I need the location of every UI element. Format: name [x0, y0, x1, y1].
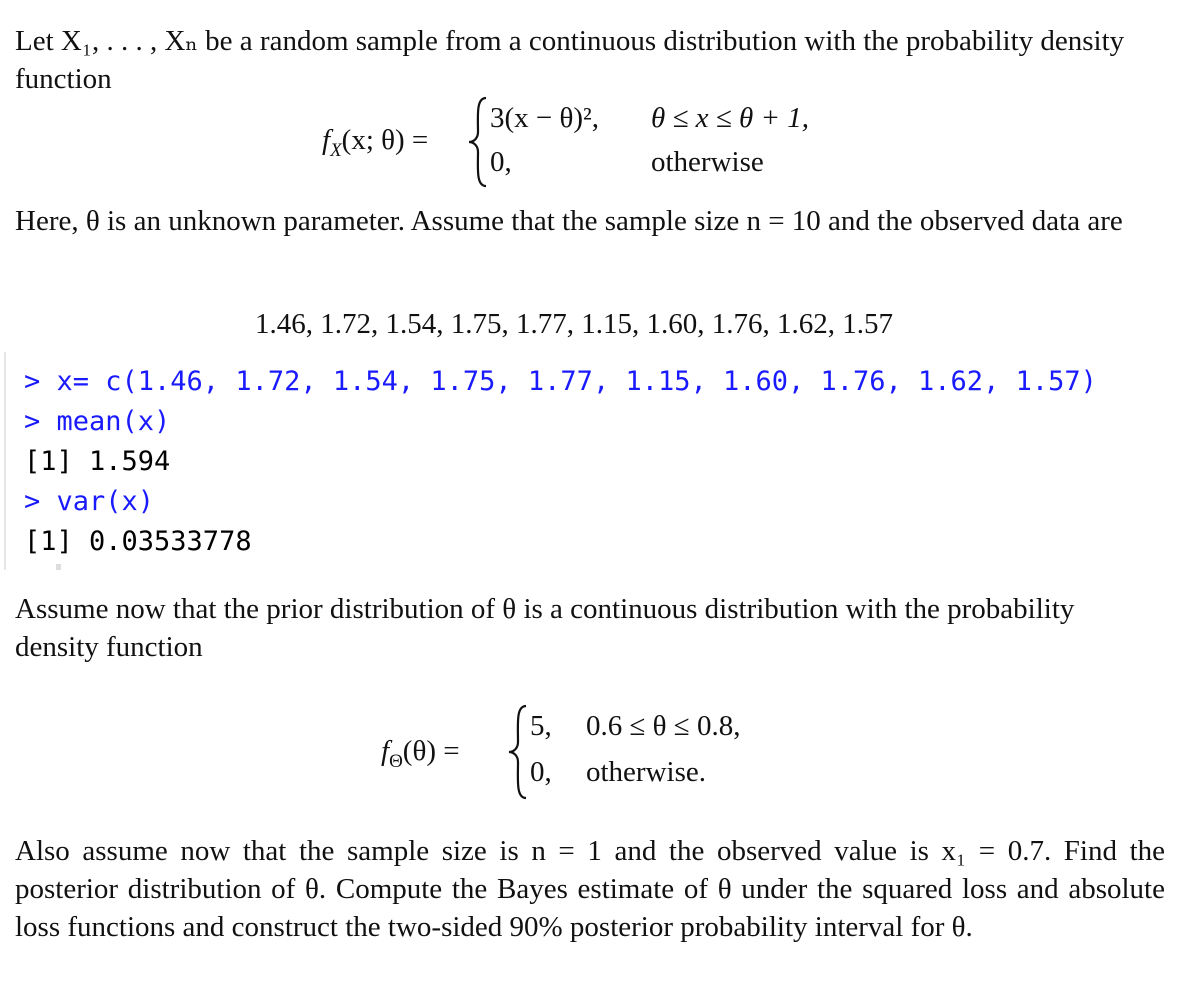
here-paragraph: Here, θ is an unknown parameter. Assume that the sample size n = 10 and the observed data are — [15, 205, 1123, 237]
pdf2-case1-cond: 0.6 ≤ θ ≤ 0.8, — [586, 710, 741, 742]
pdf1-case1-cond: θ ≤ x ≤ θ + 1, — [651, 102, 810, 134]
console-line-5: [1] 0.03533778 — [24, 526, 252, 557]
pdf1-case1-expr: 3(x − θ)², — [490, 102, 600, 134]
pdf2-lhs — [381, 735, 460, 773]
pdf1-case2-cond: otherwise — [651, 146, 764, 178]
pdf2-args: (θ) = — [402, 735, 460, 767]
console-line-1: > x= c(1.46, 1.72, 1.54, 1.75, 1.77, 1.15, 1.60, 1.76, 1.62, 1.57) — [24, 366, 1097, 397]
pdf2-case1-expr: 5, — [530, 710, 552, 742]
pdf1-brace — [466, 96, 490, 188]
pdf1-sub: X — [330, 139, 342, 161]
pdf1-lhs — [322, 124, 428, 162]
pdf1-case2-expr: 0, — [490, 146, 512, 178]
pdf2-f: f — [381, 735, 390, 767]
pdf2-case2-expr: 0, — [530, 756, 552, 788]
pdf2-case2-cond: otherwise. — [586, 756, 706, 788]
pdf1-f: f — [322, 124, 331, 156]
console-line-4: > var(x) — [24, 486, 155, 517]
data-values: 1.46, 1.72, 1.54, 1.75, 1.77, 1.15, 1.60, 1.76, 1.62, 1.57 — [255, 308, 893, 340]
console-line-2: > mean(x) — [24, 406, 171, 437]
intro-paragraph: Let X₁, . . . , Xₙ be a random sample from a continuous distribution with the probability density function — [15, 25, 1125, 95]
r-console — [4, 352, 1184, 570]
cursor-mark — [56, 564, 61, 570]
console-line-3: [1] 1.594 — [24, 446, 171, 477]
pdf2-sub: Θ — [389, 750, 403, 772]
pdf1-args: (x; θ) = — [341, 124, 429, 156]
pdf2-brace — [506, 704, 530, 800]
final-paragraph: Also assume now that the sample size is n = 1 and the observed value is x₁ = 0.7. Find the posterior distribution of θ. Compute the Bayes estimate of θ under the squared loss and absolute loss functions and construct the two-sided 90% posterior probability interval for θ. — [15, 835, 1165, 943]
prior-intro-paragraph: Assume now that the prior distribution of θ is a continuous distribution with the probability density function — [15, 593, 1075, 663]
